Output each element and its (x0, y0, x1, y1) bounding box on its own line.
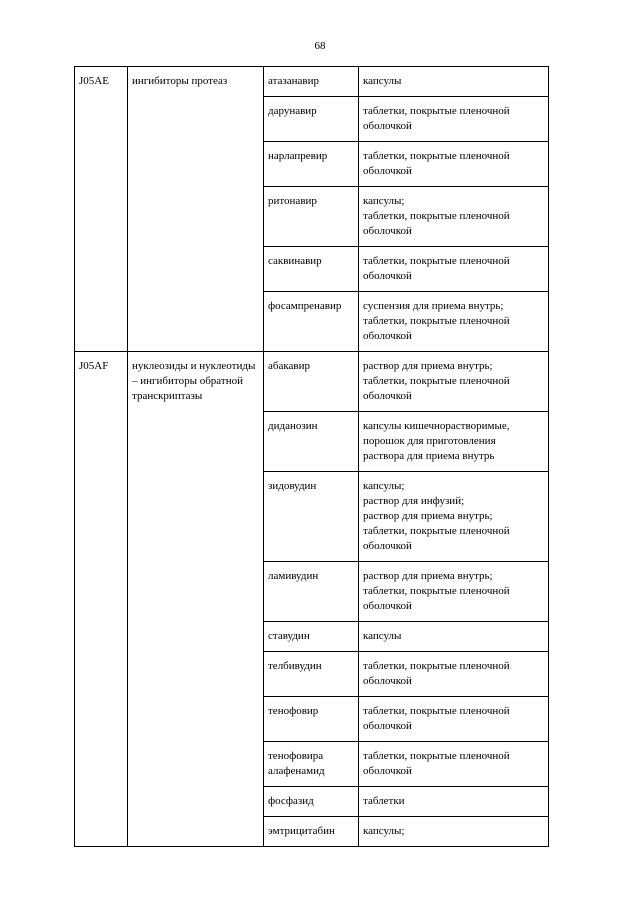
dosage-form-line: капсулы кишечнорастворимые, (363, 420, 510, 432)
drug-group-cell: нуклеозиды и нуклеотиды – ингибиторы обратной транскриптазы (128, 352, 264, 847)
dosage-form-line: оболочкой (363, 225, 412, 237)
atc-code-cell: J05AF (75, 352, 128, 847)
drug-name-cell: фосфазид (264, 787, 359, 817)
dosage-form-line: капсулы; (363, 825, 405, 837)
dosage-form-line: таблетки, покрытые пленочной (363, 150, 510, 162)
dosage-form-line: таблетки, покрытые пленочной (363, 525, 510, 537)
dosage-form-line: раствор для приема внутрь; (363, 360, 493, 372)
dosage-form-cell (359, 652, 549, 697)
drug-name-cell: дарунавир (264, 97, 359, 142)
drug-name-cell: атазанавир (264, 67, 359, 97)
dosage-form-cell (359, 622, 549, 652)
drug-name-cell: саквинавир (264, 247, 359, 292)
dosage-form-line: суспензия для приема внутрь; (363, 300, 504, 312)
dosage-form-cell (359, 247, 549, 292)
dosage-form-cell (359, 142, 549, 187)
dosage-form-line: капсулы; (363, 480, 405, 492)
dosage-form-line: таблетки, покрытые пленочной (363, 255, 510, 267)
dosage-form-line: оболочкой (363, 720, 412, 732)
table-body (75, 67, 549, 847)
drug-name-cell: фосампренавир (264, 292, 359, 352)
dosage-form-line: оболочкой (363, 390, 412, 402)
dosage-form-cell (359, 187, 549, 247)
dosage-form-line: таблетки, покрытые пленочной (363, 105, 510, 117)
drug-classification-table (74, 66, 549, 847)
dosage-form-cell (359, 292, 549, 352)
dosage-form-line: раствора для приема внутрь (363, 450, 495, 462)
drug-name-cell: диданозин (264, 412, 359, 472)
dosage-form-cell (359, 742, 549, 787)
dosage-form-cell (359, 352, 549, 412)
dosage-form-cell (359, 97, 549, 142)
dosage-form-line: таблетки (363, 795, 405, 807)
dosage-form-line: раствор для инфузий; (363, 495, 465, 507)
dosage-form-cell (359, 697, 549, 742)
dosage-form-line: таблетки, покрытые пленочной (363, 210, 510, 222)
atc-code-cell: J05AE (75, 67, 128, 352)
dosage-form-cell (359, 562, 549, 622)
dosage-form-line: раствор для приема внутрь; (363, 510, 493, 522)
dosage-form-line: оболочкой (363, 600, 412, 612)
dosage-form-line: оболочкой (363, 765, 412, 777)
dosage-form-line: капсулы (363, 75, 402, 87)
dosage-form-line: раствор для приема внутрь; (363, 570, 493, 582)
dosage-form-line: порошок для приготовления (363, 435, 496, 447)
drug-name-cell: тенофовира алафенамид (264, 742, 359, 787)
dosage-form-line: таблетки, покрытые пленочной (363, 315, 510, 327)
dosage-form-line: оболочкой (363, 270, 412, 282)
dosage-form-line: таблетки, покрытые пленочной (363, 705, 510, 717)
dosage-form-line: таблетки, покрытые пленочной (363, 585, 510, 597)
drug-name-cell: зидовудин (264, 472, 359, 562)
dosage-form-cell (359, 472, 549, 562)
table-row (75, 67, 549, 97)
dosage-form-cell (359, 787, 549, 817)
dosage-form-cell (359, 412, 549, 472)
drug-name-cell: тенофовир (264, 697, 359, 742)
dosage-form-line: таблетки, покрытые пленочной (363, 660, 510, 672)
drug-name-cell: ритонавир (264, 187, 359, 247)
dosage-form-line: оболочкой (363, 120, 412, 132)
drug-name-cell: абакавир (264, 352, 359, 412)
dosage-form-line: оболочкой (363, 675, 412, 687)
drug-name-cell: ламивудин (264, 562, 359, 622)
drug-name-cell: эмтрицитабин (264, 817, 359, 847)
drug-name-cell: ставудин (264, 622, 359, 652)
dosage-form-line: оболочкой (363, 165, 412, 177)
dosage-form-line: оболочкой (363, 540, 412, 552)
dosage-form-cell (359, 67, 549, 97)
dosage-form-line: оболочкой (363, 330, 412, 342)
drug-name-cell: телбивудин (264, 652, 359, 697)
dosage-form-line: капсулы; (363, 195, 405, 207)
drug-group-cell: ингибиторы протеаз (128, 67, 264, 352)
page-number: 68 (314, 40, 326, 52)
dosage-form-line: таблетки, покрытые пленочной (363, 750, 510, 762)
drug-name-cell: нарлапревир (264, 142, 359, 187)
table-row (75, 352, 549, 412)
dosage-form-line: таблетки, покрытые пленочной (363, 375, 510, 387)
dosage-form-cell (359, 817, 549, 847)
dosage-form-line: капсулы (363, 630, 402, 642)
